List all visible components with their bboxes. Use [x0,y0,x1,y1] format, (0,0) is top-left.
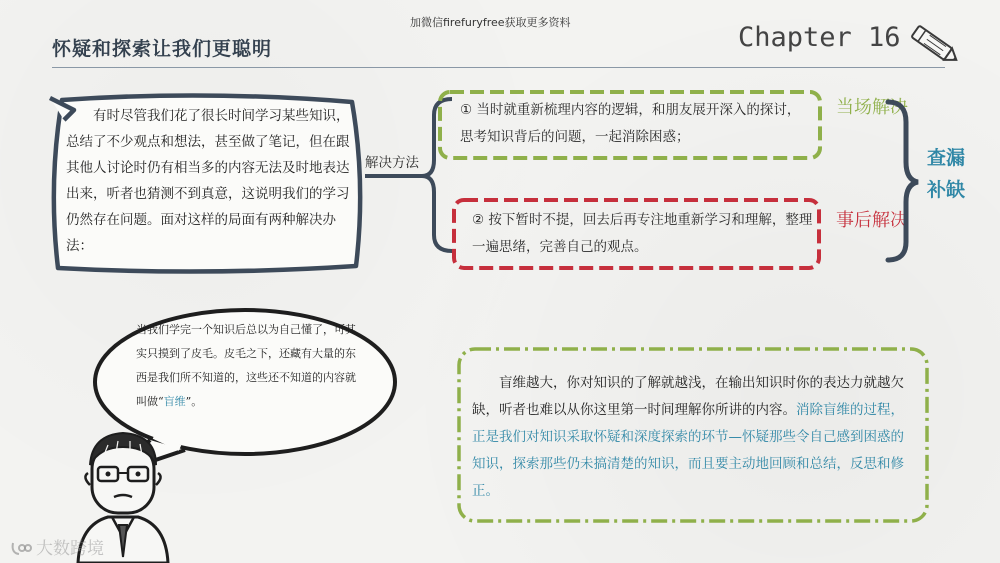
watermark [10,534,104,559]
explanation-highlight: 消除盲维的过程，正是我们对知识采取怀疑和深度探索的环节—怀疑那些令自己感到困惑的知识，探索那些仍未搞清楚的知识，而且要主动地回顾和总结，反思和修正。 [472,402,904,499]
explanation-text [472,370,912,505]
top-note: 加微信firefuryfree获取更多资料 [410,16,571,29]
right-brace [882,96,922,266]
watermark-logo-icon [10,539,32,557]
problem-description: 有时尽管我们花了很长时间学习某些知识，总结了不少观点和想法，甚至做了笔记，但在跟其他人讨论时仍有相当多的内容无法及时地表达出来，听者也猜测不到真意，这说明我们的学习仍然存在问题。面对这样的局面有两种解决办法： [66,108,350,254]
explanation-plain: 盲维越大，你对知识的了解就越浅，在输出知识时你的表达力就越欠缺，听者也难以从你这里第一时间理解你所讲的内容。 [472,375,904,418]
speech-text-after: ”。 [185,395,203,408]
pencil-icon [905,20,965,70]
option2-text: ② 按下暂时不提，回去后再专注地重新学习和理解，整理一遍思绪，完善自己的观点。 [472,212,813,255]
summary-label: 查漏补缺 [926,147,965,201]
blind-term: 盲维 [163,395,186,408]
watermark-text: 大数跨境 [36,539,104,559]
tag-onsite: 当场解决 [836,97,908,118]
header-divider [52,67,945,68]
chapter-label: Chapter 16 [738,22,901,53]
speech-bubble-text [136,318,366,414]
page-title: 怀疑和探索让我们更聪明 [52,38,273,60]
tag-after: 事后解决 [836,210,908,231]
option1-text: ① 当时就重新梳理内容的逻辑，和朋友展开深入的探讨，思考知识背后的问题，一起消除困惑； [460,102,801,145]
speech-text-before: 当我们学完一个知识后总以为自己懂了，可其实只摸到了皮毛。皮毛之下，还藏有大量的东西是我们所不知道的，这些还不知道的内容就叫做“ [136,323,356,408]
branch-label: 解决方法 [365,155,419,171]
